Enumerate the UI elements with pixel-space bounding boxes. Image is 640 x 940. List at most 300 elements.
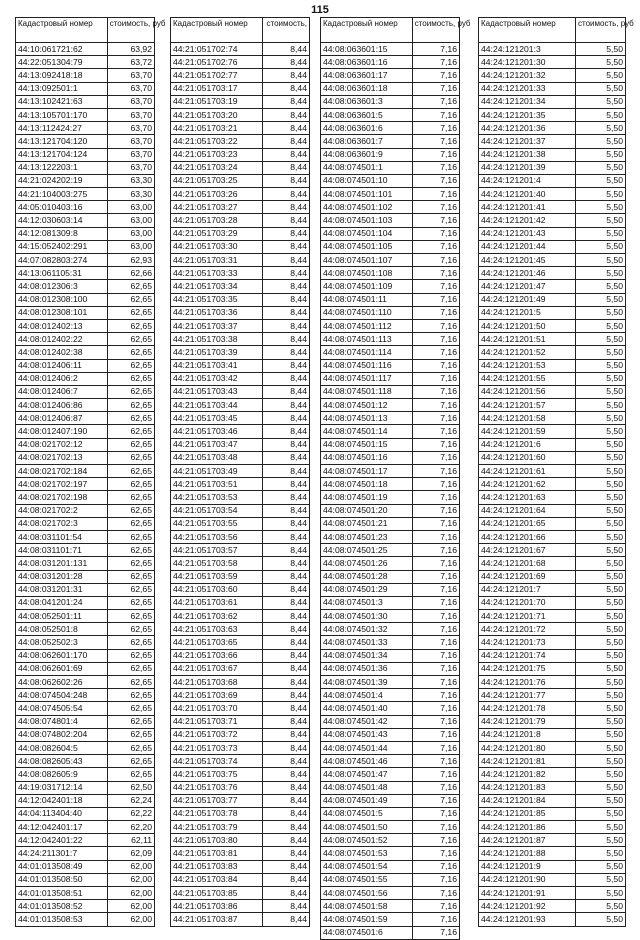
cost-cell: 7,16	[412, 478, 459, 491]
cost-cell: 7,16	[412, 728, 459, 741]
cadastral-number-cell: 44:01:013508:49	[16, 860, 108, 873]
cost-cell: 7,16	[412, 148, 459, 161]
table-row	[479, 43, 626, 56]
table-row	[171, 702, 310, 715]
cost-cell: 5,50	[576, 425, 626, 438]
cadastral-number-cell: 44:01:013508:52	[16, 900, 108, 913]
cadastral-number-cell: 44:24:121201:65	[479, 517, 576, 530]
cost-cell: 7,16	[412, 636, 459, 649]
cost-cell: 62,65	[107, 465, 154, 478]
cost-cell: 7,16	[412, 108, 459, 121]
cost-cell: 7,16	[412, 174, 459, 187]
table-row	[479, 478, 626, 491]
cadastral-number-cell: 44:21:051703:24	[171, 161, 263, 174]
cadastral-number-cell: 44:08:074501:50	[321, 821, 413, 834]
cadastral-number-cell: 44:24:121201:4	[479, 174, 576, 187]
cost-cell: 62,65	[107, 583, 154, 596]
table-row	[171, 781, 310, 794]
cadastre-table-1	[15, 17, 166, 927]
cadastral-number-cell: 44:21:051703:67	[171, 662, 263, 675]
cadastral-number-cell: 44:08:074501:113	[321, 333, 413, 346]
table-row	[171, 214, 310, 227]
cost-cell: 8,44	[262, 465, 309, 478]
cadastral-number-cell: 44:21:051703:85	[171, 887, 263, 900]
table-row	[479, 240, 626, 253]
cadastral-number-cell: 44:08:063601:6	[321, 122, 413, 135]
cadastral-number-cell: 44:21:024202:19	[16, 174, 108, 187]
table-row	[171, 517, 310, 530]
cost-cell: 62,00	[107, 900, 154, 913]
cost-cell: 5,50	[576, 873, 626, 886]
cadastral-number-cell: 44:24:121201:93	[479, 913, 576, 926]
table-row	[321, 913, 460, 926]
cost-cell: 7,16	[412, 43, 459, 56]
cost-cell: 8,44	[262, 794, 309, 807]
table-row	[16, 544, 155, 557]
table-row	[171, 425, 310, 438]
cadastral-number-cell: 44:21:051703:80	[171, 834, 263, 847]
cadastral-number-cell: 44:21:051703:46	[171, 425, 263, 438]
table-row	[321, 254, 460, 267]
cost-cell: 7,16	[412, 715, 459, 728]
cadastral-number-cell: 44:08:074501:42	[321, 715, 413, 728]
table-row	[16, 913, 155, 926]
table-row	[479, 227, 626, 240]
table-row	[16, 478, 155, 491]
cadastral-number-cell: 44:21:051703:17	[171, 82, 263, 95]
cost-cell: 62,93	[107, 254, 154, 267]
table-row	[479, 214, 626, 227]
cost-cell: 5,50	[576, 399, 626, 412]
table-row	[171, 583, 310, 596]
cadastral-number-cell: 44:24:121201:42	[479, 214, 576, 227]
cadastral-number-cell: 44:21:051703:68	[171, 676, 263, 689]
table-row	[321, 728, 460, 741]
cost-cell: 8,44	[262, 161, 309, 174]
cost-cell: 5,50	[576, 794, 626, 807]
cost-cell: 7,16	[412, 399, 459, 412]
table-row	[321, 860, 460, 873]
cadastral-number-cell: 44:08:074504:248	[16, 689, 108, 702]
table-row	[16, 530, 155, 543]
cost-cell: 62,65	[107, 741, 154, 754]
column-header-cost: стоимость, руб	[412, 18, 459, 43]
cost-cell: 8,44	[262, 781, 309, 794]
cadastral-number-cell: 44:08:021702:198	[16, 491, 108, 504]
table-row	[321, 214, 460, 227]
cadastral-number-cell: 44:08:062602:26	[16, 676, 108, 689]
cadastral-number-cell: 44:08:074501:46	[321, 755, 413, 768]
cadastral-number-cell: 44:24:121201:58	[479, 412, 576, 425]
table-row	[16, 623, 155, 636]
cost-cell: 5,50	[576, 43, 626, 56]
cost-cell: 62,65	[107, 412, 154, 425]
cost-cell: 62,65	[107, 544, 154, 557]
cost-cell: 5,50	[576, 728, 626, 741]
cadastral-number-cell: 44:24:121201:3	[479, 43, 576, 56]
cost-cell: 5,50	[576, 807, 626, 820]
cost-cell: 7,16	[412, 69, 459, 82]
table-row	[171, 887, 310, 900]
cost-cell: 62,65	[107, 306, 154, 319]
table-row	[171, 728, 310, 741]
cost-cell: 8,44	[262, 689, 309, 702]
cadastral-number-cell: 44:08:074501:17	[321, 465, 413, 478]
cost-cell: 5,50	[576, 491, 626, 504]
cost-cell: 62,65	[107, 517, 154, 530]
cost-cell: 8,44	[262, 583, 309, 596]
table-row	[321, 333, 460, 346]
cost-cell: 8,44	[262, 227, 309, 240]
cost-cell: 5,50	[576, 662, 626, 675]
table-row	[321, 544, 460, 557]
table-row	[16, 254, 155, 267]
cost-cell: 5,50	[576, 465, 626, 478]
cost-cell: 5,50	[576, 570, 626, 583]
table-row	[171, 359, 310, 372]
cadastral-number-cell: 44:08:074501:110	[321, 306, 413, 319]
cadastral-number-cell: 44:08:074501:23	[321, 530, 413, 543]
cadastral-number-cell: 44:08:074501:25	[321, 544, 413, 557]
table-row	[16, 557, 155, 570]
cadastral-number-cell: 44:08:074501:104	[321, 227, 413, 240]
cadastral-number-cell: 44:24:121201:8	[479, 728, 576, 741]
table-row	[171, 807, 310, 820]
table-row	[16, 834, 155, 847]
table-row	[16, 807, 155, 820]
cadastral-number-cell: 44:21:051703:37	[171, 319, 263, 332]
table-row	[321, 610, 460, 623]
table-row	[16, 319, 155, 332]
table-row	[171, 227, 310, 240]
cadastral-number-cell: 44:24:121201:9	[479, 860, 576, 873]
cadastral-number-cell: 44:21:051703:41	[171, 359, 263, 372]
cadastral-number-cell: 44:12:042401:17	[16, 821, 108, 834]
cost-cell: 8,44	[262, 649, 309, 662]
table-row	[171, 557, 310, 570]
cadastral-number-cell: 44:24:121201:83	[479, 781, 576, 794]
cadastral-number-cell: 44:08:031201:131	[16, 557, 108, 570]
cadastral-number-cell: 44:08:012406:11	[16, 359, 108, 372]
cadastral-number-cell: 44:21:051703:77	[171, 794, 263, 807]
table-row	[171, 95, 310, 108]
table-row	[16, 333, 155, 346]
cadastral-number-cell: 44:08:074501:32	[321, 623, 413, 636]
table-row	[321, 122, 460, 135]
cost-cell: 63,00	[107, 240, 154, 253]
cadastral-number-cell: 44:13:122203:1	[16, 161, 108, 174]
cost-cell: 8,44	[262, 913, 309, 926]
cadastral-number-cell: 44:21:051703:86	[171, 900, 263, 913]
cost-cell: 8,44	[262, 412, 309, 425]
cost-cell: 8,44	[262, 95, 309, 108]
table-row	[16, 755, 155, 768]
table-row	[321, 306, 460, 319]
table-row	[321, 95, 460, 108]
cost-cell: 63,92	[107, 43, 154, 56]
table-row	[171, 689, 310, 702]
cost-cell: 62,65	[107, 702, 154, 715]
cost-cell: 62,65	[107, 596, 154, 609]
table-row	[479, 557, 626, 570]
table-row	[321, 399, 460, 412]
cadastral-number-cell: 44:10:061721:62	[16, 43, 108, 56]
cadastral-number-cell: 44:04:113404:40	[16, 807, 108, 820]
cadastral-number-cell: 44:08:074501:101	[321, 188, 413, 201]
table-row	[171, 148, 310, 161]
table-row	[171, 267, 310, 280]
cost-cell: 5,50	[576, 227, 626, 240]
table-row	[321, 174, 460, 187]
table-row	[16, 451, 155, 464]
table-row	[171, 412, 310, 425]
cost-cell: 7,16	[412, 95, 459, 108]
cadastral-number-cell: 44:08:074501:54	[321, 860, 413, 873]
cost-cell: 5,50	[576, 702, 626, 715]
table-row	[16, 491, 155, 504]
table-row	[321, 227, 460, 240]
table-row	[479, 741, 626, 754]
cadastral-number-cell: 44:08:012406:86	[16, 399, 108, 412]
cost-cell: 7,16	[412, 583, 459, 596]
cost-cell: 5,50	[576, 755, 626, 768]
cost-cell: 5,50	[576, 887, 626, 900]
cost-cell: 62,65	[107, 333, 154, 346]
table-row	[321, 649, 460, 662]
table-row	[479, 491, 626, 504]
table-row	[321, 596, 460, 609]
table-row	[479, 438, 626, 451]
cost-cell: 5,50	[576, 649, 626, 662]
cadastral-number-cell: 44:08:012406:2	[16, 372, 108, 385]
cadastral-number-cell: 44:21:051703:42	[171, 372, 263, 385]
table-row	[171, 122, 310, 135]
table-row	[479, 201, 626, 214]
cost-cell: 7,16	[412, 201, 459, 214]
cadastral-number-cell: 44:08:082605:43	[16, 755, 108, 768]
cadastral-number-cell: 44:08:074501:55	[321, 873, 413, 886]
cost-cell: 7,16	[412, 860, 459, 873]
cost-cell: 5,50	[576, 610, 626, 623]
table-row	[171, 240, 310, 253]
cadastral-number-cell: 44:24:121201:40	[479, 188, 576, 201]
cost-cell: 62,00	[107, 887, 154, 900]
table-row	[321, 451, 460, 464]
column-header-cost: стоимость, руб	[576, 18, 626, 43]
cost-cell: 8,44	[262, 240, 309, 253]
table-row	[321, 794, 460, 807]
table-row	[479, 781, 626, 794]
cadastral-number-cell: 44:24:121201:77	[479, 689, 576, 702]
table-row	[321, 636, 460, 649]
table-row	[479, 702, 626, 715]
cost-cell: 8,44	[262, 372, 309, 385]
cost-cell: 7,16	[412, 847, 459, 860]
cadastral-number-cell: 44:24:121201:7	[479, 583, 576, 596]
cadastral-number-cell: 44:08:062601:170	[16, 649, 108, 662]
cost-cell: 7,16	[412, 214, 459, 227]
table-row	[171, 465, 310, 478]
table-row	[171, 201, 310, 214]
cadastral-number-cell: 44:08:074501:12	[321, 399, 413, 412]
cost-cell: 8,44	[262, 596, 309, 609]
table-row	[171, 873, 310, 886]
cost-cell: 8,44	[262, 451, 309, 464]
cost-cell: 63,30	[107, 188, 154, 201]
cadastral-number-cell: 44:24:121201:81	[479, 755, 576, 768]
table-row	[321, 188, 460, 201]
cadastral-number-cell: 44:08:012306:3	[16, 280, 108, 293]
cost-cell: 62,65	[107, 451, 154, 464]
table-row	[171, 794, 310, 807]
cadastral-number-cell: 44:24:121201:52	[479, 346, 576, 359]
table-row	[16, 108, 155, 121]
cost-cell: 63,70	[107, 69, 154, 82]
table-row	[321, 570, 460, 583]
cost-cell: 8,44	[262, 333, 309, 346]
cost-cell: 8,44	[262, 530, 309, 543]
table-row	[171, 662, 310, 675]
table-row	[16, 385, 155, 398]
cost-cell: 5,50	[576, 174, 626, 187]
cost-cell: 5,50	[576, 768, 626, 781]
cadastral-number-cell: 44:24:121201:84	[479, 794, 576, 807]
cadastral-number-cell: 44:24:121201:36	[479, 122, 576, 135]
cadastral-number-cell: 44:24:121201:55	[479, 372, 576, 385]
cost-cell: 5,50	[576, 438, 626, 451]
cadastral-number-cell: 44:24:121201:67	[479, 544, 576, 557]
table-row	[321, 82, 460, 95]
table-row	[171, 478, 310, 491]
table-row	[16, 728, 155, 741]
cost-cell: 62,00	[107, 860, 154, 873]
cadastral-number-cell: 44:13:092501:1	[16, 82, 108, 95]
cost-cell: 5,50	[576, 319, 626, 332]
cost-cell: 8,44	[262, 491, 309, 504]
header-row	[479, 18, 626, 43]
cadastre-table-3	[320, 17, 471, 940]
cadastral-number-cell: 44:21:051703:74	[171, 755, 263, 768]
cadastral-number-cell: 44:24:121201:32	[479, 69, 576, 82]
cadastral-number-cell: 44:24:121201:39	[479, 161, 576, 174]
cadastral-number-cell: 44:21:051703:60	[171, 583, 263, 596]
cost-cell: 62,65	[107, 346, 154, 359]
cadastral-number-cell: 44:21:051702:74	[171, 43, 263, 56]
table-row	[171, 834, 310, 847]
cadastral-number-cell: 44:08:074501:1	[321, 161, 413, 174]
cost-cell: 5,50	[576, 504, 626, 517]
cost-cell: 7,16	[412, 425, 459, 438]
table-row	[16, 372, 155, 385]
cost-cell: 63,70	[107, 122, 154, 135]
cost-cell: 62,22	[107, 807, 154, 820]
cadastral-number-cell: 44:08:074505:54	[16, 702, 108, 715]
cadastral-number-cell: 44:08:012308:101	[16, 306, 108, 319]
cost-cell: 7,16	[412, 293, 459, 306]
table-row	[479, 319, 626, 332]
cost-cell: 7,16	[412, 610, 459, 623]
cadastral-number-cell: 44:21:051703:63	[171, 623, 263, 636]
cost-cell: 5,50	[576, 900, 626, 913]
cost-cell: 7,16	[412, 676, 459, 689]
cadastral-number-cell: 44:08:074501:108	[321, 267, 413, 280]
cost-cell: 62,65	[107, 662, 154, 675]
cadastral-number-cell: 44:08:074501:33	[321, 636, 413, 649]
table-row	[171, 491, 310, 504]
cadastral-number-cell: 44:21:051703:59	[171, 570, 263, 583]
cadastral-number-cell: 44:24:121201:34	[479, 95, 576, 108]
cadastral-number-cell: 44:08:031101:71	[16, 544, 108, 557]
table-row	[171, 69, 310, 82]
table-row	[16, 267, 155, 280]
cadastral-number-cell: 44:24:121201:91	[479, 887, 576, 900]
cadastral-number-cell: 44:08:074501:4	[321, 689, 413, 702]
cost-cell: 8,44	[262, 676, 309, 689]
cost-cell: 63,00	[107, 227, 154, 240]
cost-cell: 8,44	[262, 662, 309, 675]
cost-cell: 5,50	[576, 69, 626, 82]
table-row	[479, 504, 626, 517]
table-row	[16, 873, 155, 886]
cadastral-number-cell: 44:05:010403:16	[16, 201, 108, 214]
cadastral-number-cell: 44:24:121201:35	[479, 108, 576, 121]
cost-cell: 5,50	[576, 214, 626, 227]
table-row	[171, 715, 310, 728]
table-row	[321, 821, 460, 834]
cost-cell: 7,16	[412, 781, 459, 794]
cadastral-number-cell: 44:08:012406:87	[16, 412, 108, 425]
cost-cell: 7,16	[412, 135, 459, 148]
cost-cell: 5,50	[576, 267, 626, 280]
cadastral-number-cell: 44:08:021702:197	[16, 478, 108, 491]
cadastral-number-cell: 44:08:012406:7	[16, 385, 108, 398]
cost-cell: 62,65	[107, 715, 154, 728]
table-row	[171, 451, 310, 464]
cost-cell: 8,44	[262, 557, 309, 570]
table-row	[479, 689, 626, 702]
cadastral-number-cell: 44:08:021702:13	[16, 451, 108, 464]
cost-cell: 7,16	[412, 82, 459, 95]
table-row	[16, 56, 155, 69]
table-row	[479, 873, 626, 886]
cost-cell: 5,50	[576, 254, 626, 267]
cost-cell: 63,70	[107, 161, 154, 174]
table-row	[321, 69, 460, 82]
table-row	[321, 56, 460, 69]
table-row	[321, 847, 460, 860]
table-row	[16, 174, 155, 187]
cost-cell: 62,65	[107, 478, 154, 491]
table-row	[479, 847, 626, 860]
cadastral-number-cell: 44:21:051703:62	[171, 610, 263, 623]
cadastral-number-cell: 44:24:121201:73	[479, 636, 576, 649]
cost-cell: 5,50	[576, 689, 626, 702]
table-row	[321, 280, 460, 293]
cadastral-number-cell: 44:21:051703:83	[171, 860, 263, 873]
cadastral-number-cell: 44:24:121201:75	[479, 662, 576, 675]
cadastral-number-cell: 44:08:074501:49	[321, 794, 413, 807]
cost-cell: 5,50	[576, 293, 626, 306]
cost-cell: 8,44	[262, 821, 309, 834]
table-row	[16, 465, 155, 478]
cadastral-number-cell: 44:21:051703:76	[171, 781, 263, 794]
cost-cell: 8,44	[262, 319, 309, 332]
cost-cell: 8,44	[262, 478, 309, 491]
cadastral-number-cell: 44:08:074501:20	[321, 504, 413, 517]
cost-cell: 7,16	[412, 689, 459, 702]
cadastral-number-cell: 44:08:063601:9	[321, 148, 413, 161]
cadastral-number-cell: 44:24:121201:80	[479, 741, 576, 754]
